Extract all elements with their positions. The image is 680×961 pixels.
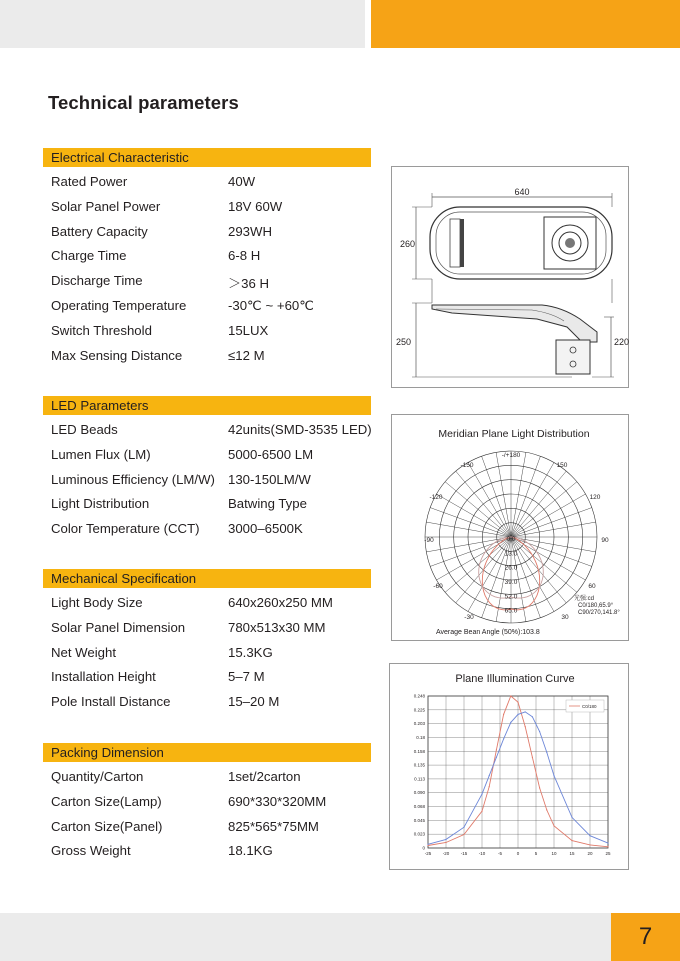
spec-value: 15.3KG (228, 644, 273, 660)
spec-label: Carton Size(Lamp) (51, 793, 162, 809)
curve-point (546, 752, 547, 753)
curve-point (589, 835, 590, 836)
curve-legend-label: C0/180 (582, 704, 597, 709)
curve-point (496, 757, 497, 758)
dimension-drawing (392, 167, 630, 389)
spec-value: 1set/2carton (228, 769, 301, 784)
polar-radial-label: 52.0 (504, 593, 518, 601)
spec-label: Installation Height (51, 669, 156, 685)
curve-point (539, 731, 540, 732)
dim-length-label: 640 (514, 187, 530, 197)
curve-point (445, 842, 446, 843)
spec-value: 6-8 H (228, 248, 261, 264)
footer-gray-bar (0, 913, 611, 961)
spec-row (51, 620, 381, 642)
curve-point (607, 846, 608, 847)
spec-label: Light Body Size (51, 595, 143, 610)
spec-value: 825*565*75MM (228, 818, 319, 834)
polar-angle-label: 120 (589, 494, 601, 501)
spec-label: Color Temperature (CCT) (51, 521, 200, 537)
polar-radial-label: 39.0 (504, 579, 518, 586)
spec-row (51, 819, 381, 841)
spec-value: 293WH (228, 223, 272, 239)
spec-label: Solar Panel Power (51, 198, 161, 214)
spec-row (51, 843, 381, 865)
polar-radial-label: 13.0 (504, 550, 518, 558)
polar-angle-label: -150 (460, 462, 474, 469)
spec-row (51, 224, 381, 246)
curve-y-tick: 0.18 (416, 734, 425, 740)
polar-angle-label: -120 (429, 494, 443, 501)
spec-row (51, 472, 381, 494)
curve-x-tick: -15 (460, 851, 468, 856)
curve-point (427, 844, 428, 845)
curve-point (445, 839, 446, 840)
curve-point (510, 722, 511, 723)
curve-y-tick: 0.090 (413, 790, 425, 796)
curve-point (489, 775, 490, 776)
curve-point (539, 787, 540, 788)
polar-angle-label: 90 (601, 537, 609, 544)
spec-value: 3000–6500K (228, 521, 303, 537)
polar-legend-c0: C0/180,65.9° (578, 603, 614, 609)
spec-label: Pole Install Distance (51, 694, 171, 710)
spec-value: 640x260x250 MM (228, 595, 333, 610)
curve-y-tick: 0 (422, 845, 425, 851)
curve-point (517, 702, 518, 703)
curve-title: Plane Illumination Curve (455, 673, 575, 685)
spec-label: Carton Size(Panel) (51, 818, 163, 834)
spec-row (51, 794, 381, 816)
spec-label: Operating Temperature (51, 298, 187, 313)
spec-value: ≤12 M (228, 347, 265, 363)
curve-x-tick: 0 (516, 851, 520, 856)
spec-value: Batwing Type (228, 496, 307, 512)
spec-row (51, 769, 381, 791)
polar-angle-label: -90 (424, 537, 434, 544)
polar-legend-c90: C90/270,141.8° (578, 610, 620, 616)
curve-point (546, 809, 547, 810)
curve-point (463, 827, 464, 828)
curve-y-tick: 0.113 (414, 776, 425, 782)
curve-y-tick: 0.225 (413, 707, 425, 713)
spec-row (51, 694, 381, 716)
spec-label: Rated Power (51, 174, 128, 189)
curve-point (503, 714, 504, 715)
polar-title: Meridian Plane Light Distribution (438, 428, 590, 440)
curve-y-tick: 0.203 (413, 721, 425, 727)
polar-angle-label: 30 (561, 614, 569, 621)
curve-y-tick: 0.068 (413, 804, 425, 810)
curve-y-tick: 0.023 (413, 831, 425, 837)
spec-row (51, 248, 381, 270)
curve-x-tick: -10 (478, 851, 486, 856)
spec-label: Max Sensing Distance (51, 347, 183, 363)
spec-label: Charge Time (51, 248, 127, 264)
curve-y-tick: 0.248 (413, 693, 425, 699)
curve-x-tick: 5 (534, 851, 538, 856)
spec-row (51, 273, 381, 295)
dim-height-label: 250 (396, 337, 412, 347)
curve-point (532, 716, 533, 717)
spec-value: 5–7 M (228, 669, 265, 685)
spec-row (51, 521, 381, 543)
curve-x-tick: 10 (551, 851, 557, 856)
curve-point (589, 844, 590, 845)
curve-point (510, 695, 511, 696)
curve-y-tick: 0.135 (413, 762, 425, 768)
spec-row (51, 595, 381, 617)
spec-value: 780x513x30 MM (228, 619, 326, 635)
curve-point (607, 842, 608, 843)
polar-footer: Average Bean Angle (50%):103.8 (436, 629, 540, 636)
curve-point (553, 775, 554, 776)
spec-value: ＞36 H (228, 276, 270, 292)
spec-value: 5000-6500 LM (228, 446, 314, 462)
spec-label: Quantity/Carton (51, 769, 144, 784)
curve-point (427, 845, 428, 846)
spec-value: -30℃ ~ +60℃ (228, 298, 315, 313)
polar-angle-label: 150 (556, 462, 568, 469)
spec-value: 42units(SMD-3535 LED) (228, 422, 372, 437)
curve-point (571, 817, 572, 818)
polar-radial-label: 26.0 (504, 564, 518, 572)
polar-distribution-panel (391, 414, 629, 641)
spec-row (51, 199, 381, 221)
section-header-mechanical: Mechanical Specification (43, 569, 371, 588)
curve-x-tick: -5 (497, 851, 503, 856)
spec-value: 18V 60W (228, 198, 283, 214)
curve-point (525, 726, 526, 727)
curve-point (481, 793, 482, 794)
spec-value: 40W (228, 174, 256, 189)
curve-point (463, 834, 464, 835)
curve-x-tick: 15 (569, 851, 575, 856)
section-header-electrical: Electrical Characteristic (43, 148, 371, 167)
polar-angle-label: -60 (433, 583, 443, 590)
curve-point (532, 757, 533, 758)
polar-radial-label: 0.0 (506, 536, 516, 543)
curve-point (489, 786, 490, 787)
curve-point (571, 840, 572, 841)
spec-row (51, 298, 381, 320)
spec-row (51, 669, 381, 691)
curve-point (481, 811, 482, 812)
spec-label: Gross Weight (51, 843, 131, 859)
curve-point (525, 711, 526, 712)
section-header-packing: Packing Dimension (43, 743, 371, 762)
spec-row (51, 323, 381, 345)
polar-radial-label: 65.0 (504, 607, 518, 615)
curve-y-tick: 0.158 (413, 748, 425, 754)
spec-row (51, 422, 381, 444)
spec-value: 18.1KG (228, 843, 273, 859)
curve-point (517, 714, 518, 715)
spec-value: 15LUX (228, 322, 269, 338)
illumination-curve-panel (389, 663, 629, 870)
spec-label: Light Distribution (51, 496, 150, 512)
polar-angle-label: 60 (588, 583, 596, 590)
curve-point (553, 825, 554, 826)
curve-point (496, 749, 497, 750)
curve-y-tick: 0.045 (413, 817, 425, 823)
spec-row (51, 348, 381, 370)
header-gray-bar (0, 0, 365, 48)
spec-value: 690*330*320MM (228, 793, 327, 809)
dim-width-label: 260 (400, 239, 416, 249)
spec-label: Lumen Flux (LM) (51, 446, 151, 462)
page-title: Technical parameters (48, 92, 239, 113)
spec-label: Luminous Efficiency (LM/W) (51, 471, 215, 487)
header-orange-bar (371, 0, 680, 48)
spec-label: Discharge Time (51, 273, 143, 289)
spec-row (51, 447, 381, 469)
spec-row (51, 645, 381, 667)
curve-x-tick: -25 (424, 851, 432, 856)
spec-label: Net Weight (51, 644, 116, 660)
spec-value: 15–20 M (228, 694, 280, 710)
spec-row (51, 174, 381, 196)
spec-row (51, 496, 381, 518)
polar-unit-label: 光强:cd (574, 596, 595, 602)
polar-angle-label: -/+180 (501, 452, 521, 459)
polar-angle-label: -30 (464, 614, 474, 621)
page-number: 7 (638, 923, 653, 950)
spec-label: Switch Threshold (51, 322, 152, 338)
dimension-drawing-panel (391, 166, 629, 388)
curve-x-tick: 20 (587, 851, 593, 856)
spec-label: Battery Capacity (51, 223, 148, 239)
curve-point (503, 738, 504, 739)
polar-distribution-chart (392, 415, 630, 642)
spec-value: 130-150LM/W (228, 471, 311, 487)
section-header-led: LED Parameters (43, 396, 371, 415)
spec-label: Solar Panel Dimension (51, 619, 186, 635)
dim-bracket-label: 220 (614, 337, 630, 347)
spec-label: LED Beads (51, 422, 118, 437)
curve-x-tick: 25 (605, 851, 611, 856)
illumination-curve-chart (390, 664, 630, 871)
curve-x-tick: -20 (442, 851, 450, 856)
